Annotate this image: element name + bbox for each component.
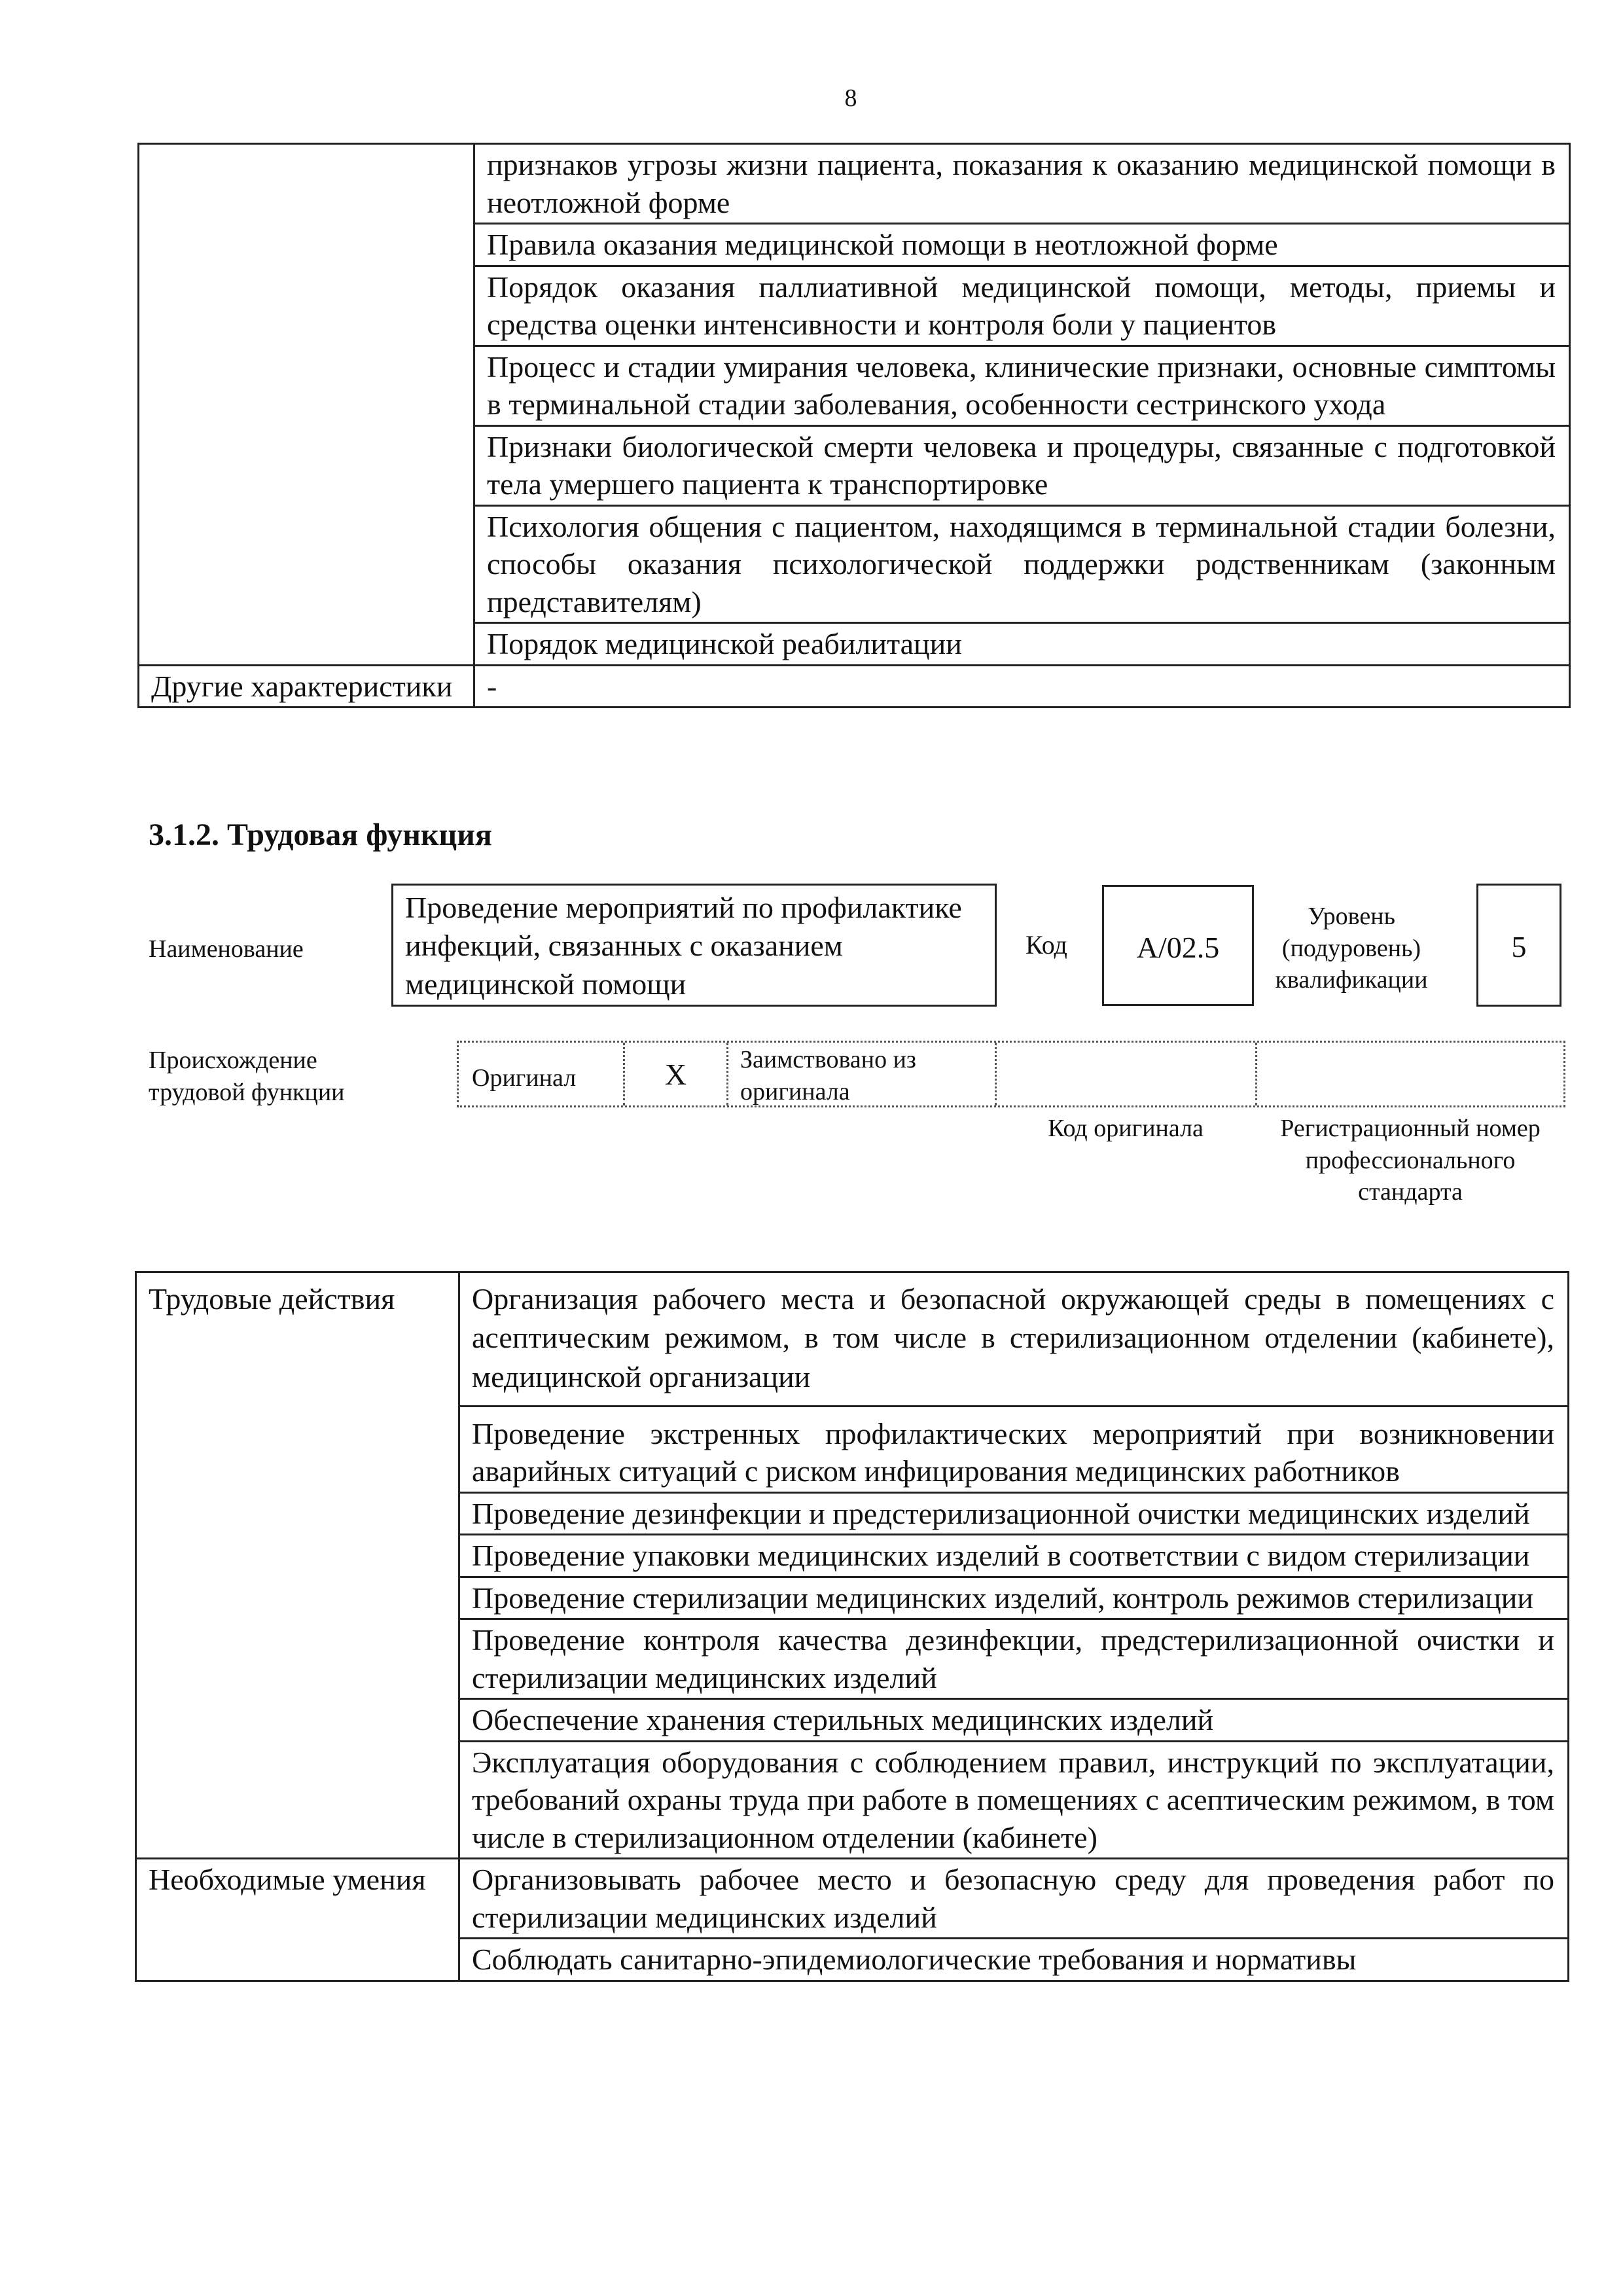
knowledge-table [137,143,1571,708]
action-item: Проведение экстренных профилактических мероприятий при возникновении аварийных ситуаций с риском инфицирования медицинских работников [459,1406,1569,1492]
table-row [139,144,1570,224]
code-label: Код [1026,930,1067,960]
table-row [136,1272,1569,1407]
knowledge-item: Процесс и стадии умирания человека, клинические признаки, основные симптомы в терминальной стадии заболевания, особенности сестринского ухода [474,346,1570,425]
level-label: Уровень (подуровень) квалификации [1275,903,1428,994]
function-name-box: Проведение мероприятий по профилактике инфекций, связанных с оказанием медицинской помощи [391,884,997,1007]
knowledge-item: Порядок оказания паллиативной медицинской помощи, методы, приемы и средства оценки интенсивности и контроля боли у пациентов [474,266,1570,346]
code-original-label: Код оригинала [1048,1115,1204,1142]
other-characteristics-value: - [474,665,1570,708]
table-row [136,1859,1569,1939]
original-mark: X [625,1043,728,1105]
action-item: Проведение дезинфекции и предстерилизационной очистки медицинских изделий [459,1492,1569,1535]
action-item: Организация рабочего места и безопасной окружающей среды в помещениях с асептическим режимом, в том числе в стерилизационном отделении (кабинете), медицинской организации [459,1272,1569,1407]
other-characteristics-label: Другие характеристики [139,665,474,708]
skills-label: Необходимые умения [136,1859,459,1981]
actions-label: Трудовые действия [136,1272,459,1859]
knowledge-item: признаков угрозы жизни пациента, показания к оказанию медицинской помощи в неотложной форме [474,144,1570,224]
code-box: A/02.5 [1102,885,1254,1006]
table-row [139,665,1570,708]
original-label: Оригинал [459,1043,625,1105]
level-box: 5 [1476,884,1561,1007]
borrowed-label: Заимствовано из оригинала [728,1043,997,1105]
action-item: Эксплуатация оборудования с соблюдением правил, инструкций по эксплуатации, требований охраны труда при работе в помещениях с асептическим режимом, в том числе в стерилизационном отделении (кабинете) [459,1741,1569,1859]
reg-number-cell [1257,1043,1563,1105]
section-title: 3.1.2. Трудовая функция [149,817,492,852]
knowledge-item: Психология общения с пациентом, находящимся в терминальной стадии болезни, способы оказания психологической поддержки родственникам (законным представителям) [474,505,1570,623]
page-number: 8 [844,84,857,112]
name-label: Наименование [149,935,304,963]
action-item: Проведение контроля качества дезинфекции, предстерилизационной очистки и стерилизации медицинских изделий [459,1619,1569,1699]
actions-table [135,1271,1569,1982]
empty-label-cell [139,144,474,666]
action-item: Проведение стерилизации медицинских изделий, контроль режимов стерилизации [459,1577,1569,1619]
action-item: Обеспечение хранения стерильных медицинских изделий [459,1699,1569,1742]
knowledge-item: Порядок медицинской реабилитации [474,623,1570,666]
reg-number-label: Регистрационный номер профессионального стандарта [1280,1115,1541,1206]
knowledge-item: Признаки биологической смерти человека и процедуры, связанные с подготовкой тела умершего пациента к транспортировке [474,425,1570,505]
code-original-cell [997,1043,1257,1105]
skill-item: Организовывать рабочее место и безопасную среду для проведения работ по стерилизации медицинских изделий [459,1859,1569,1939]
knowledge-item: Правила оказания медицинской помощи в неотложной форме [474,224,1570,266]
action-item: Проведение упаковки медицинских изделий в соответствии с видом стерилизации [459,1535,1569,1577]
skill-item: Соблюдать санитарно-эпидемиологические требования и нормативы [459,1939,1569,1981]
origin-row [457,1041,1565,1107]
origin-label: Происхождение трудовой функции [149,1047,345,1107]
